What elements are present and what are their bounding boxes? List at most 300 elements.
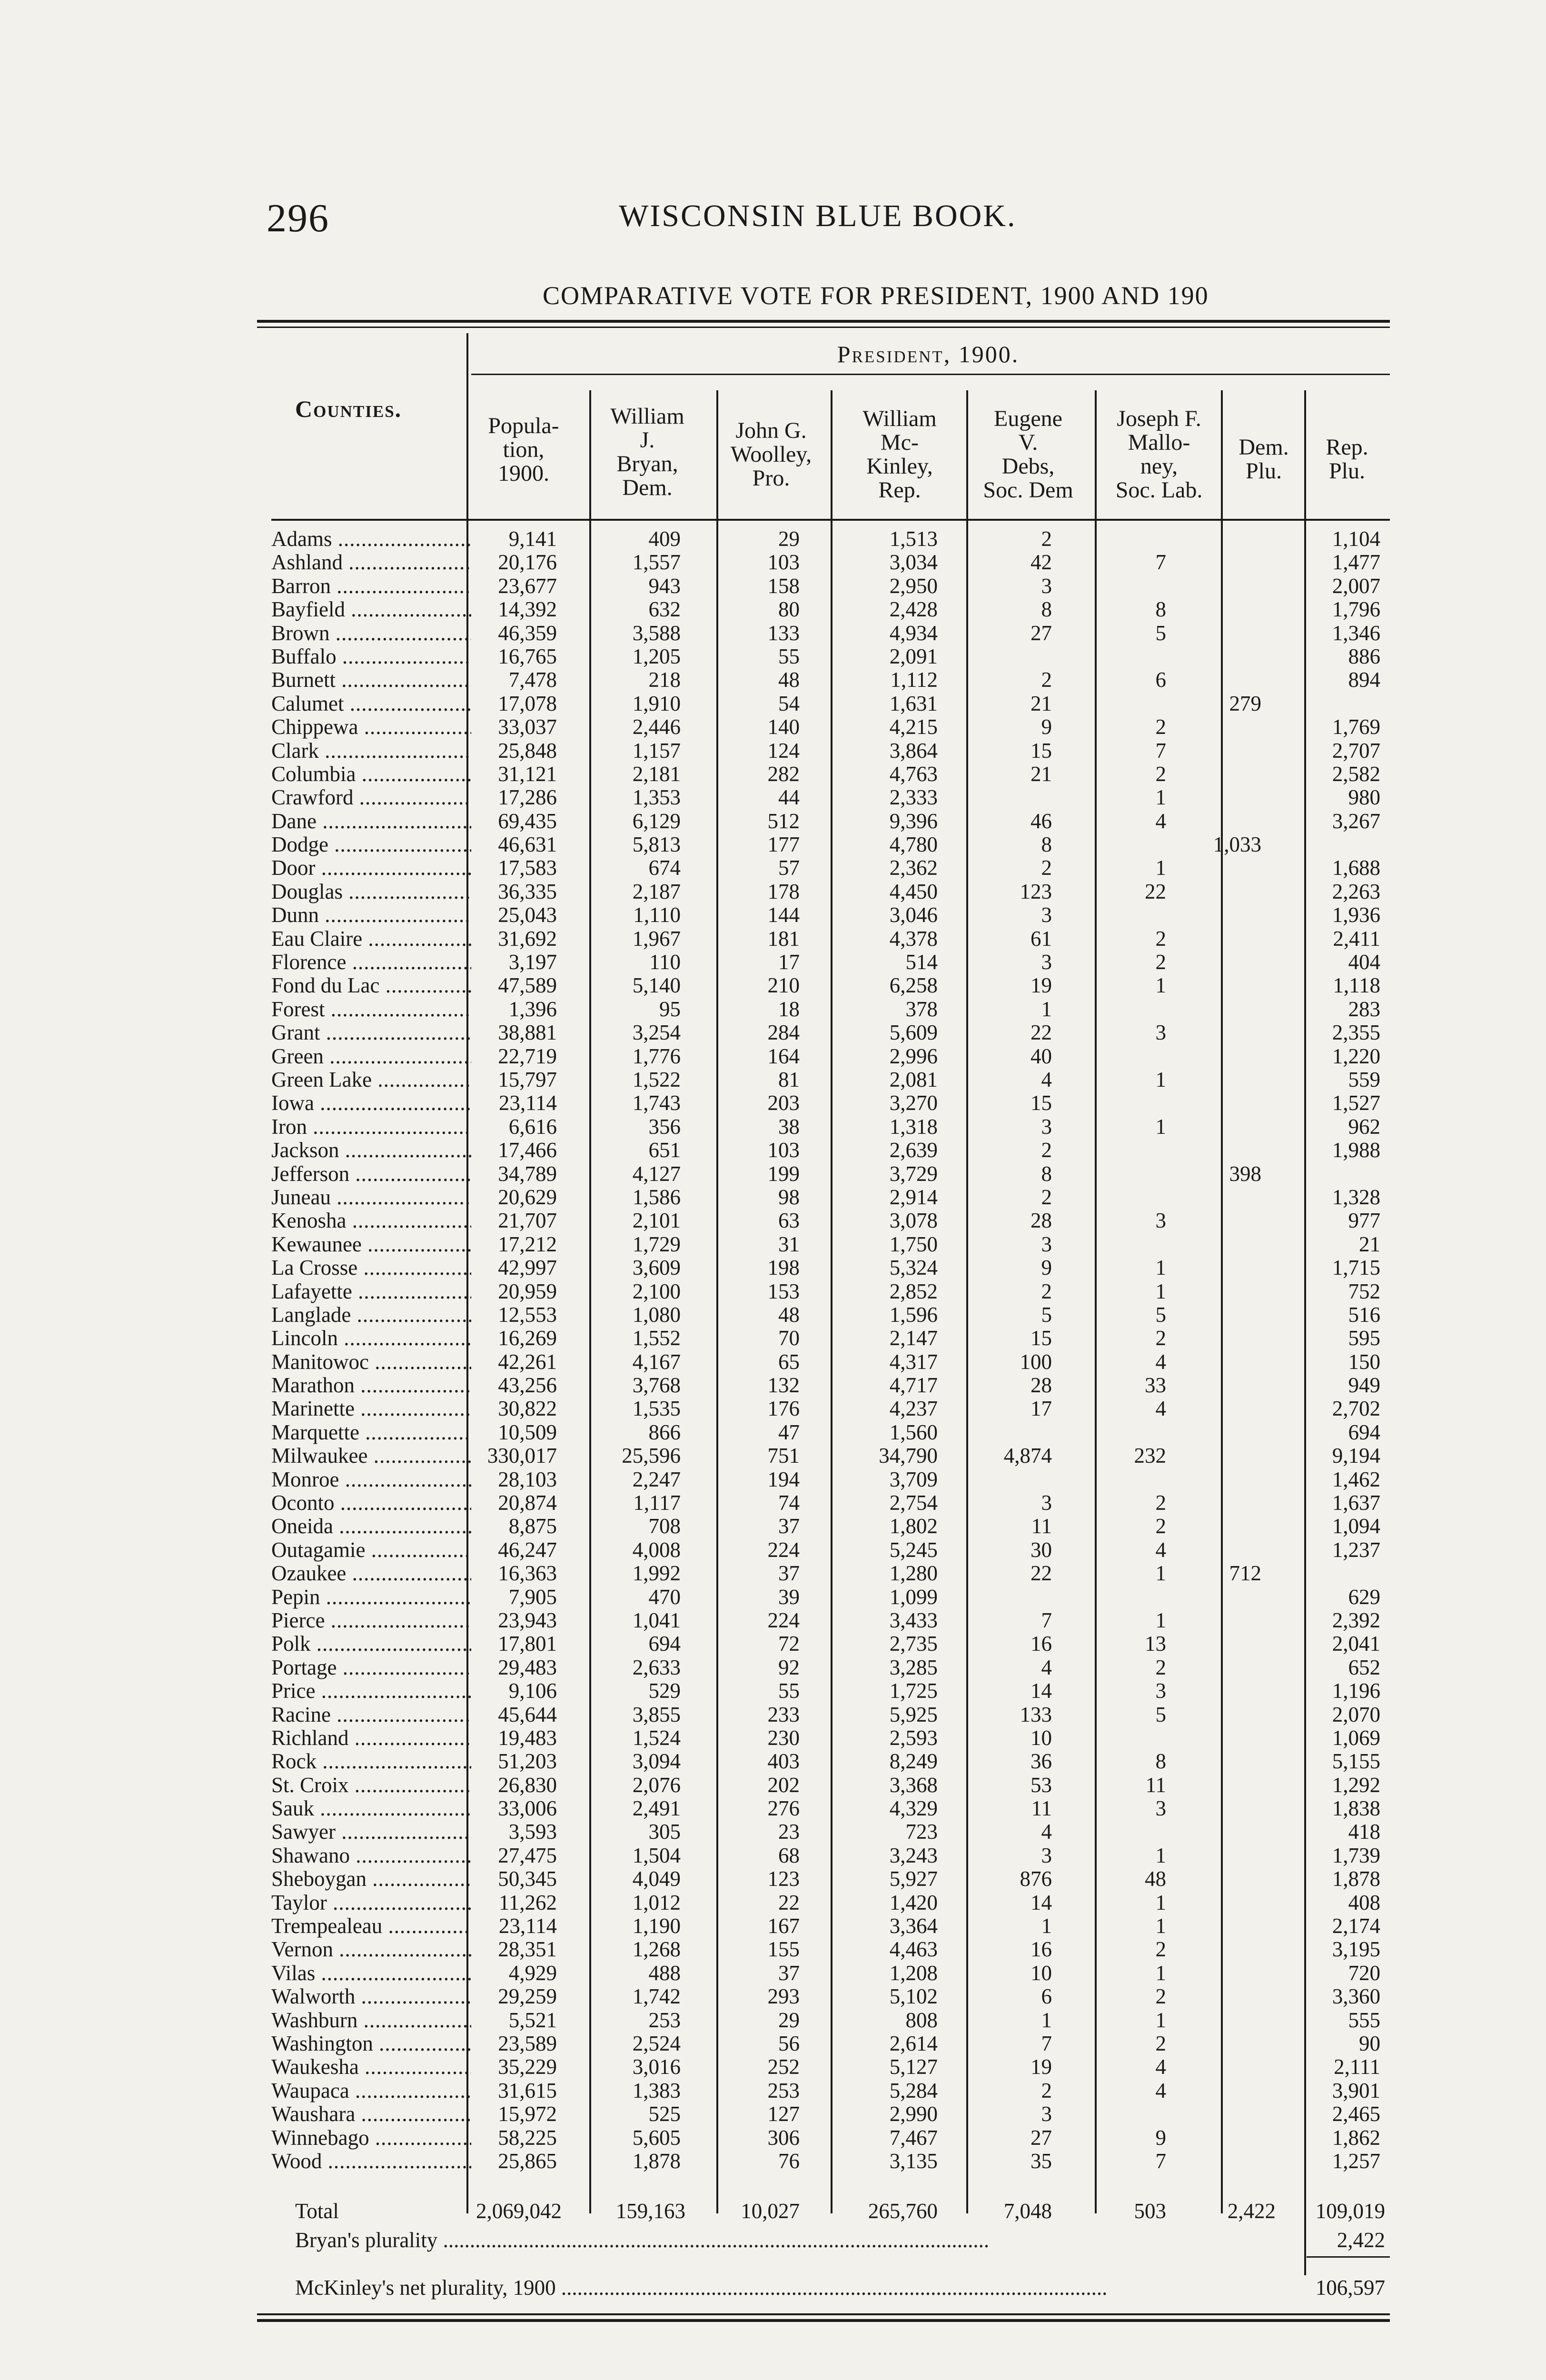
woolley-cell: 23 <box>778 1820 800 1844</box>
bryan-cell: 110 <box>649 950 681 974</box>
table-row <box>257 1632 1390 1656</box>
rep-plu-cell: 2,007 <box>1332 574 1380 598</box>
rep-plu-cell: 980 <box>1348 785 1380 810</box>
woolley-cell: 56 <box>778 2032 800 2055</box>
county-name: Racine ..... <box>271 1703 471 1726</box>
debs-cell: 10 <box>1031 1726 1052 1750</box>
pop-cell: 5,521 <box>508 2008 557 2032</box>
county-name: Dane ..... <box>271 810 471 833</box>
rep-plu-cell: 1,257 <box>1332 2149 1380 2173</box>
rep-plu-cell: 1,796 <box>1332 597 1380 622</box>
mckinley-cell: 3,078 <box>889 1209 938 1233</box>
woolley-cell: 230 <box>767 1726 800 1750</box>
maloney-cell: 4 <box>1155 2078 1166 2102</box>
table-row <box>257 1538 1390 1562</box>
table-title: COMPARATIVE VOTE FOR PRESIDENT, 1900 AND 190 <box>543 281 1209 310</box>
county-name: Washburn ..... <box>271 2009 471 2032</box>
bryan-cell: 470 <box>648 1585 681 1609</box>
rep-plu-cell: 962 <box>1348 1114 1380 1139</box>
mckinley-cell: 4,237 <box>889 1397 938 1421</box>
table-row <box>257 527 1390 551</box>
county-name: Milwaukee ..... <box>271 1444 471 1468</box>
rep-plu-cell: 21 <box>1359 1232 1380 1256</box>
table-row <box>257 1656 1390 1679</box>
county-name: Door ..... <box>271 856 471 880</box>
mckinley-cell: 723 <box>905 1820 938 1844</box>
woolley-cell: 177 <box>767 833 800 857</box>
woolley-cell: 133 <box>767 621 800 645</box>
bryan-cell: 1,524 <box>632 1726 681 1750</box>
woolley-cell: 72 <box>778 1632 800 1656</box>
page-header <box>0 195 1546 248</box>
maloney-cell: 4 <box>1155 1349 1166 1374</box>
debs-cell: 2 <box>1041 1138 1052 1162</box>
maloney-cell: 5 <box>1155 1702 1166 1726</box>
woolley-cell: 167 <box>767 1914 800 1938</box>
pop-cell: 7,478 <box>508 668 557 692</box>
rep-plu-cell: 3,901 <box>1332 2078 1380 2102</box>
maloney-cell: 1 <box>1155 856 1166 880</box>
maloney-cell: 33 <box>1145 1373 1166 1398</box>
woolley-cell: 194 <box>767 1467 800 1491</box>
rep-plu-cell: 1,769 <box>1332 715 1380 739</box>
woolley-cell: 164 <box>767 1044 800 1068</box>
bryan-cell: 1,157 <box>632 738 681 763</box>
pop-cell: 19,483 <box>498 1726 557 1750</box>
mckinley-cell: 6,258 <box>889 973 938 998</box>
county-name: Pierce ..... <box>271 1609 471 1632</box>
woolley-cell: 224 <box>767 1537 800 1562</box>
mckinley-cell: 1,208 <box>889 1961 938 1985</box>
county-name: Wood ..... <box>271 2150 471 2173</box>
debs-cell: 14 <box>1031 1679 1052 1703</box>
table-row <box>257 715 1390 739</box>
bryan-cell: 866 <box>648 1420 681 1444</box>
table-row <box>257 880 1390 903</box>
rep-plu-cell: 418 <box>1348 1820 1380 1844</box>
maloney-cell: 2 <box>1155 1491 1166 1515</box>
county-name: Ozaukee ..... <box>271 1562 471 1585</box>
rep-plu-cell: 3,195 <box>1332 1937 1380 1962</box>
table-row <box>257 1139 1390 1162</box>
bryan-cell: 3,609 <box>632 1256 681 1280</box>
debs-cell: 3 <box>1041 950 1052 974</box>
county-name: Sawyer ..... <box>271 1820 471 1844</box>
woolley-cell: 55 <box>778 1679 800 1703</box>
pop-cell: 16,363 <box>498 1561 557 1586</box>
maloney-cell: 2 <box>1155 1514 1166 1538</box>
pop-cell: 25,043 <box>498 903 557 927</box>
debs-cell: 8 <box>1041 597 1052 622</box>
table-row <box>257 1938 1390 1961</box>
debs-cell: 1 <box>1041 1914 1052 1938</box>
bryan-cell: 2,187 <box>632 879 681 903</box>
debs-cell: 2 <box>1041 1185 1052 1209</box>
totals-row <box>257 2199 1390 2223</box>
woolley-cell: 233 <box>767 1702 800 1726</box>
debs-cell: 16 <box>1031 1937 1052 1962</box>
debs-cell: 46 <box>1031 809 1052 833</box>
plurality-rule <box>1307 2256 1390 2258</box>
table-row <box>257 1962 1390 1985</box>
woolley-cell: 31 <box>778 1232 800 1256</box>
rep-plu-cell: 886 <box>1348 644 1380 668</box>
woolley-cell: 65 <box>778 1349 800 1374</box>
table-row <box>257 1914 1390 1938</box>
county-name: La Crosse ..... <box>271 1256 471 1279</box>
woolley-cell: 81 <box>778 1067 800 1091</box>
county-name: Brown ..... <box>271 622 471 645</box>
bryan-cell: 488 <box>648 1961 681 1985</box>
mckinley-cell: 2,735 <box>889 1632 938 1656</box>
woolley-cell: 92 <box>778 1655 800 1679</box>
table-row <box>257 1209 1390 1232</box>
total-pop: 2,069,042 <box>476 2199 562 2223</box>
debs-cell: 35 <box>1031 2149 1052 2173</box>
woolley-cell: 158 <box>767 574 800 598</box>
mckinley-cell: 2,852 <box>889 1279 938 1303</box>
maloney-cell: 9 <box>1155 2125 1166 2150</box>
rep-plu-cell: 2,707 <box>1332 738 1380 763</box>
dem-plu-header: Dem. Plu. <box>1239 435 1289 484</box>
table-row <box>257 833 1390 856</box>
woolley-cell: 293 <box>767 1984 800 2009</box>
bryan-cell: 1,586 <box>632 1185 681 1209</box>
rep-plu-cell: 949 <box>1348 1373 1380 1398</box>
pop-cell: 9,141 <box>508 527 557 551</box>
rep-plu-cell: 2,263 <box>1332 879 1380 903</box>
bryan-cell: 305 <box>648 1820 681 1844</box>
county-name: Lincoln ..... <box>271 1327 471 1350</box>
bryan-cell: 3,016 <box>632 2055 681 2079</box>
debs-cell: 2 <box>1041 2078 1052 2102</box>
pop-cell: 9,106 <box>508 1679 557 1703</box>
debs-cell: 42 <box>1031 550 1052 575</box>
bryan-cell: 3,768 <box>632 1373 681 1398</box>
table-row <box>257 974 1390 997</box>
rep-plu-cell: 2,174 <box>1332 1914 1380 1938</box>
woolley-cell: 70 <box>778 1326 800 1350</box>
pop-cell: 51,203 <box>498 1749 557 1774</box>
maloney-cell: 2 <box>1155 1326 1166 1350</box>
county-name: Oconto ..... <box>271 1491 471 1515</box>
table-row <box>257 1515 1390 1538</box>
pop-cell: 7,905 <box>508 1585 557 1609</box>
pop-cell: 50,345 <box>498 1867 557 1891</box>
mckinley-cell: 5,925 <box>889 1702 938 1726</box>
mckinley-cell: 3,285 <box>889 1655 938 1679</box>
pop-cell: 14,392 <box>498 597 557 622</box>
pop-cell: 20,176 <box>498 550 557 575</box>
bryan-cell: 5,140 <box>632 973 681 998</box>
pop-cell: 1,396 <box>508 997 557 1021</box>
maloney-cell: 4 <box>1155 1397 1166 1421</box>
maloney-cell: 4 <box>1155 1537 1166 1562</box>
pop-cell: 28,103 <box>498 1467 557 1491</box>
pop-cell: 36,335 <box>498 879 557 903</box>
maloney-cell: 7 <box>1155 550 1166 575</box>
table-row <box>257 951 1390 974</box>
pop-cell: 35,229 <box>498 2055 557 2079</box>
bryan-cell: 3,855 <box>632 1702 681 1726</box>
woolley-cell: 48 <box>778 668 800 692</box>
mckinley-cell: 1,802 <box>889 1514 938 1538</box>
debs-cell: 15 <box>1031 1326 1052 1350</box>
rep-plu-cell: 2,355 <box>1332 1021 1380 1045</box>
table-row <box>257 739 1390 763</box>
bryan-cell: 1,012 <box>632 1890 681 1914</box>
rep-plu-cell: 404 <box>1348 950 1380 974</box>
maloney-cell: 1 <box>1155 785 1166 810</box>
bryan-cell: 632 <box>648 597 681 622</box>
rep-plu-cell: 1,118 <box>1333 973 1380 998</box>
table-row <box>257 1091 1390 1115</box>
woolley-cell: 751 <box>767 1444 800 1468</box>
pop-cell: 46,631 <box>498 833 557 857</box>
rep-plu-cell: 1,094 <box>1332 1514 1380 1538</box>
table-row <box>257 1562 1390 1585</box>
table-row <box>257 1421 1390 1444</box>
bryan-cell: 2,181 <box>632 762 681 786</box>
rep-plu-cell: 90 <box>1359 2032 1380 2055</box>
bryan-cell: 4,008 <box>632 1537 681 1562</box>
maloney-cell: 2 <box>1155 1655 1166 1679</box>
pop-cell: 29,483 <box>498 1655 557 1679</box>
woolley-cell: 74 <box>778 1491 800 1515</box>
bryan-cell: 2,101 <box>632 1209 681 1233</box>
debs-cell: 2 <box>1041 856 1052 880</box>
mckinley-cell: 1,725 <box>889 1679 938 1703</box>
pop-cell: 23,114 <box>498 1091 557 1115</box>
bryan-cell: 4,127 <box>632 1161 681 1186</box>
woolley-cell: 202 <box>767 1773 800 1797</box>
woolley-cell: 252 <box>767 2055 800 2079</box>
county-name: Vilas ..... <box>271 1962 471 1985</box>
rep-plu-cell: 894 <box>1348 668 1380 692</box>
rep-plu-cell: 629 <box>1348 1585 1380 1609</box>
woolley-cell: 22 <box>778 1890 800 1914</box>
debs-cell: 11 <box>1031 1514 1052 1538</box>
maloney-cell: 3 <box>1155 1021 1166 1045</box>
woolley-cell: 176 <box>767 1397 800 1421</box>
debs-cell: 3 <box>1041 1491 1052 1515</box>
bryan-cell: 2,076 <box>632 1773 681 1797</box>
maloney-cell: 13 <box>1145 1632 1166 1656</box>
woolley-cell: 44 <box>778 785 800 810</box>
bryan-cell: 1,729 <box>632 1232 681 1256</box>
bryan-plurality-label: Bryan's plurality ..... <box>295 2228 1276 2252</box>
county-name: Pepin ..... <box>271 1586 471 1609</box>
debs-cell: 8 <box>1041 833 1052 857</box>
mckinley-cell: 3,433 <box>889 1608 938 1632</box>
rep-plu-cell: 1,346 <box>1332 621 1380 645</box>
maloney-cell: 8 <box>1155 1749 1166 1774</box>
bryan-cell: 529 <box>648 1679 681 1703</box>
bryan-cell: 253 <box>648 2008 681 2032</box>
rep-plu-cell: 1,196 <box>1332 1679 1380 1703</box>
debs-cell: 4 <box>1041 1067 1052 1091</box>
maloney-cell: 1 <box>1155 1561 1166 1586</box>
maloney-cell: 232 <box>1134 1444 1166 1468</box>
maloney-cell: 1 <box>1155 1279 1166 1303</box>
bryan-plurality-value: 2,422 <box>1337 2228 1385 2252</box>
mckinley-net-value: 106,597 <box>1315 2276 1385 2300</box>
county-name: Marquette ..... <box>271 1421 471 1444</box>
dem-plu-cell: 279 <box>1229 691 1261 715</box>
total-bryan: 159,163 <box>615 2199 685 2223</box>
rep-plu-cell: 3,267 <box>1332 809 1380 833</box>
pop-cell: 23,114 <box>498 1914 557 1938</box>
pop-cell: 17,801 <box>498 1632 557 1656</box>
pop-cell: 46,359 <box>498 621 557 645</box>
pop-cell: 20,874 <box>498 1491 557 1515</box>
table-row <box>257 1303 1390 1327</box>
rep-plu-cell: 1,292 <box>1332 1773 1380 1797</box>
bryan-cell: 1,041 <box>632 1608 681 1632</box>
maloney-cell: 2 <box>1155 2032 1166 2055</box>
table-row <box>257 1068 1390 1091</box>
mckinley-cell: 1,750 <box>889 1232 938 1256</box>
pop-cell: 16,765 <box>498 644 557 668</box>
bryan-cell: 1,878 <box>632 2149 681 2173</box>
mckinley-cell: 1,513 <box>889 527 938 551</box>
maloney-cell: 1 <box>1155 1914 1166 1938</box>
mckinley-cell: 2,950 <box>889 574 938 598</box>
maloney-header: Joseph F. Mallo- ney, Soc. Lab. <box>1115 406 1203 503</box>
woolley-cell: 47 <box>778 1420 800 1444</box>
debs-cell: 36 <box>1031 1749 1052 1774</box>
bryan-cell: 3,588 <box>632 621 681 645</box>
bryan-cell: 525 <box>648 2102 681 2126</box>
table-row <box>257 2032 1390 2055</box>
debs-cell: 22 <box>1031 1021 1052 1045</box>
mckinley-cell: 2,362 <box>889 856 938 880</box>
county-name: Walworth ..... <box>271 1985 471 2008</box>
pop-cell: 26,830 <box>498 1773 557 1797</box>
mckinley-cell: 2,428 <box>889 597 938 622</box>
page-number: 296 <box>267 196 329 240</box>
rep-plu-cell: 2,041 <box>1332 1632 1380 1656</box>
debs-cell: 11 <box>1031 1796 1052 1821</box>
county-name: Columbia ..... <box>271 763 471 786</box>
county-name: Adams ..... <box>271 527 471 551</box>
county-name: Sheboygan ..... <box>271 1867 471 1891</box>
table-row <box>257 575 1390 598</box>
maloney-cell: 11 <box>1145 1773 1166 1797</box>
maloney-cell: 6 <box>1155 668 1166 692</box>
pop-cell: 17,466 <box>498 1138 557 1162</box>
mckinley-cell: 378 <box>905 997 938 1021</box>
bryan-cell: 1,552 <box>632 1326 681 1350</box>
rep-plu-cell: 2,111 <box>1334 2055 1380 2079</box>
bryan-cell: 1,190 <box>632 1914 681 1938</box>
debs-cell: 61 <box>1031 926 1052 951</box>
rep-plu-cell: 694 <box>1348 1420 1380 1444</box>
debs-cell: 2 <box>1041 1279 1052 1303</box>
bryan-cell: 2,633 <box>632 1655 681 1679</box>
table-row <box>257 2102 1390 2126</box>
mckinley-cell: 5,284 <box>889 2078 938 2102</box>
county-name: Kewaunee ..... <box>271 1233 471 1256</box>
woolley-cell: 178 <box>767 879 800 903</box>
bryan-cell: 2,524 <box>632 2032 681 2055</box>
rep-plu-cell: 752 <box>1348 1279 1380 1303</box>
county-name: Barron ..... <box>271 575 471 598</box>
rep-plu-cell: 5,155 <box>1332 1749 1380 1774</box>
debs-header: Eugene V. Debs, Soc. Dem <box>983 406 1073 503</box>
woolley-cell: 199 <box>767 1161 800 1186</box>
debs-cell: 876 <box>1020 1867 1052 1891</box>
bryan-cell: 1,992 <box>632 1561 681 1586</box>
dem-plu-cell: 712 <box>1229 1561 1261 1586</box>
woolley-cell: 80 <box>778 597 800 622</box>
county-name: Monroe ..... <box>271 1468 471 1491</box>
bryan-cell: 1,110 <box>633 903 681 927</box>
rep-plu-cell: 2,392 <box>1332 1608 1380 1632</box>
table-row <box>257 1233 1390 1256</box>
county-name: Lafayette ..... <box>271 1280 471 1303</box>
county-name: Trempealeau ..... <box>271 1914 471 1938</box>
bryan-cell: 356 <box>648 1114 681 1139</box>
rep-plu-cell: 2,465 <box>1332 2102 1380 2126</box>
table-row <box>257 1115 1390 1139</box>
bryan-cell: 1,353 <box>632 785 681 810</box>
mckinley-net-label: McKinley's net plurality, 1900 ..... <box>295 2275 1276 2300</box>
debs-cell: 3 <box>1041 1114 1052 1139</box>
bryan-cell: 6,129 <box>632 809 681 833</box>
pop-cell: 45,644 <box>498 1702 557 1726</box>
debs-cell: 3 <box>1041 574 1052 598</box>
table-row <box>257 903 1390 927</box>
bryan-cell: 4,167 <box>632 1349 681 1374</box>
maloney-cell: 2 <box>1155 1937 1166 1962</box>
county-name: Manitowoc ..... <box>271 1350 471 1374</box>
mckinley-cell: 5,245 <box>889 1537 938 1562</box>
bryan-header: William J. Bryan, Dem. <box>610 404 684 500</box>
bryan-cell: 674 <box>648 856 681 880</box>
county-name: Iron ..... <box>271 1115 471 1139</box>
county-name: Kenosha ..... <box>271 1209 471 1232</box>
rep-plu-cell: 1,936 <box>1332 903 1380 927</box>
woolley-cell: 123 <box>767 1867 800 1891</box>
mckinley-cell: 1,280 <box>889 1561 938 1586</box>
pop-cell: 46,247 <box>498 1537 557 1562</box>
mckinley-cell: 1,099 <box>889 1585 938 1609</box>
table-row <box>257 1797 1390 1820</box>
bryan-cell: 1,522 <box>632 1067 681 1091</box>
maloney-cell: 1 <box>1155 1961 1166 1985</box>
woolley-cell: 140 <box>767 715 800 739</box>
bryan-cell: 943 <box>648 574 681 598</box>
pop-cell: 11,262 <box>498 1890 557 1914</box>
woolley-cell: 103 <box>767 550 800 575</box>
debs-cell: 133 <box>1020 1702 1052 1726</box>
mckinley-cell: 808 <box>905 2008 938 2032</box>
bryan-cell: 1,776 <box>632 1044 681 1068</box>
mckinley-cell: 34,790 <box>879 1444 938 1468</box>
pop-cell: 3,197 <box>508 950 557 974</box>
table-row <box>257 763 1390 786</box>
table-row <box>257 1256 1390 1279</box>
county-name: Ashland ..... <box>271 551 471 574</box>
rep-plu-cell: 1,527 <box>1332 1091 1380 1115</box>
county-name: Calumet ..... <box>271 692 471 715</box>
mckinley-cell: 2,333 <box>889 785 938 810</box>
woolley-cell: 203 <box>767 1091 800 1115</box>
pop-cell: 12,553 <box>498 1302 557 1327</box>
county-name: Outagamie ..... <box>271 1538 471 1562</box>
pop-cell: 42,261 <box>498 1349 557 1374</box>
